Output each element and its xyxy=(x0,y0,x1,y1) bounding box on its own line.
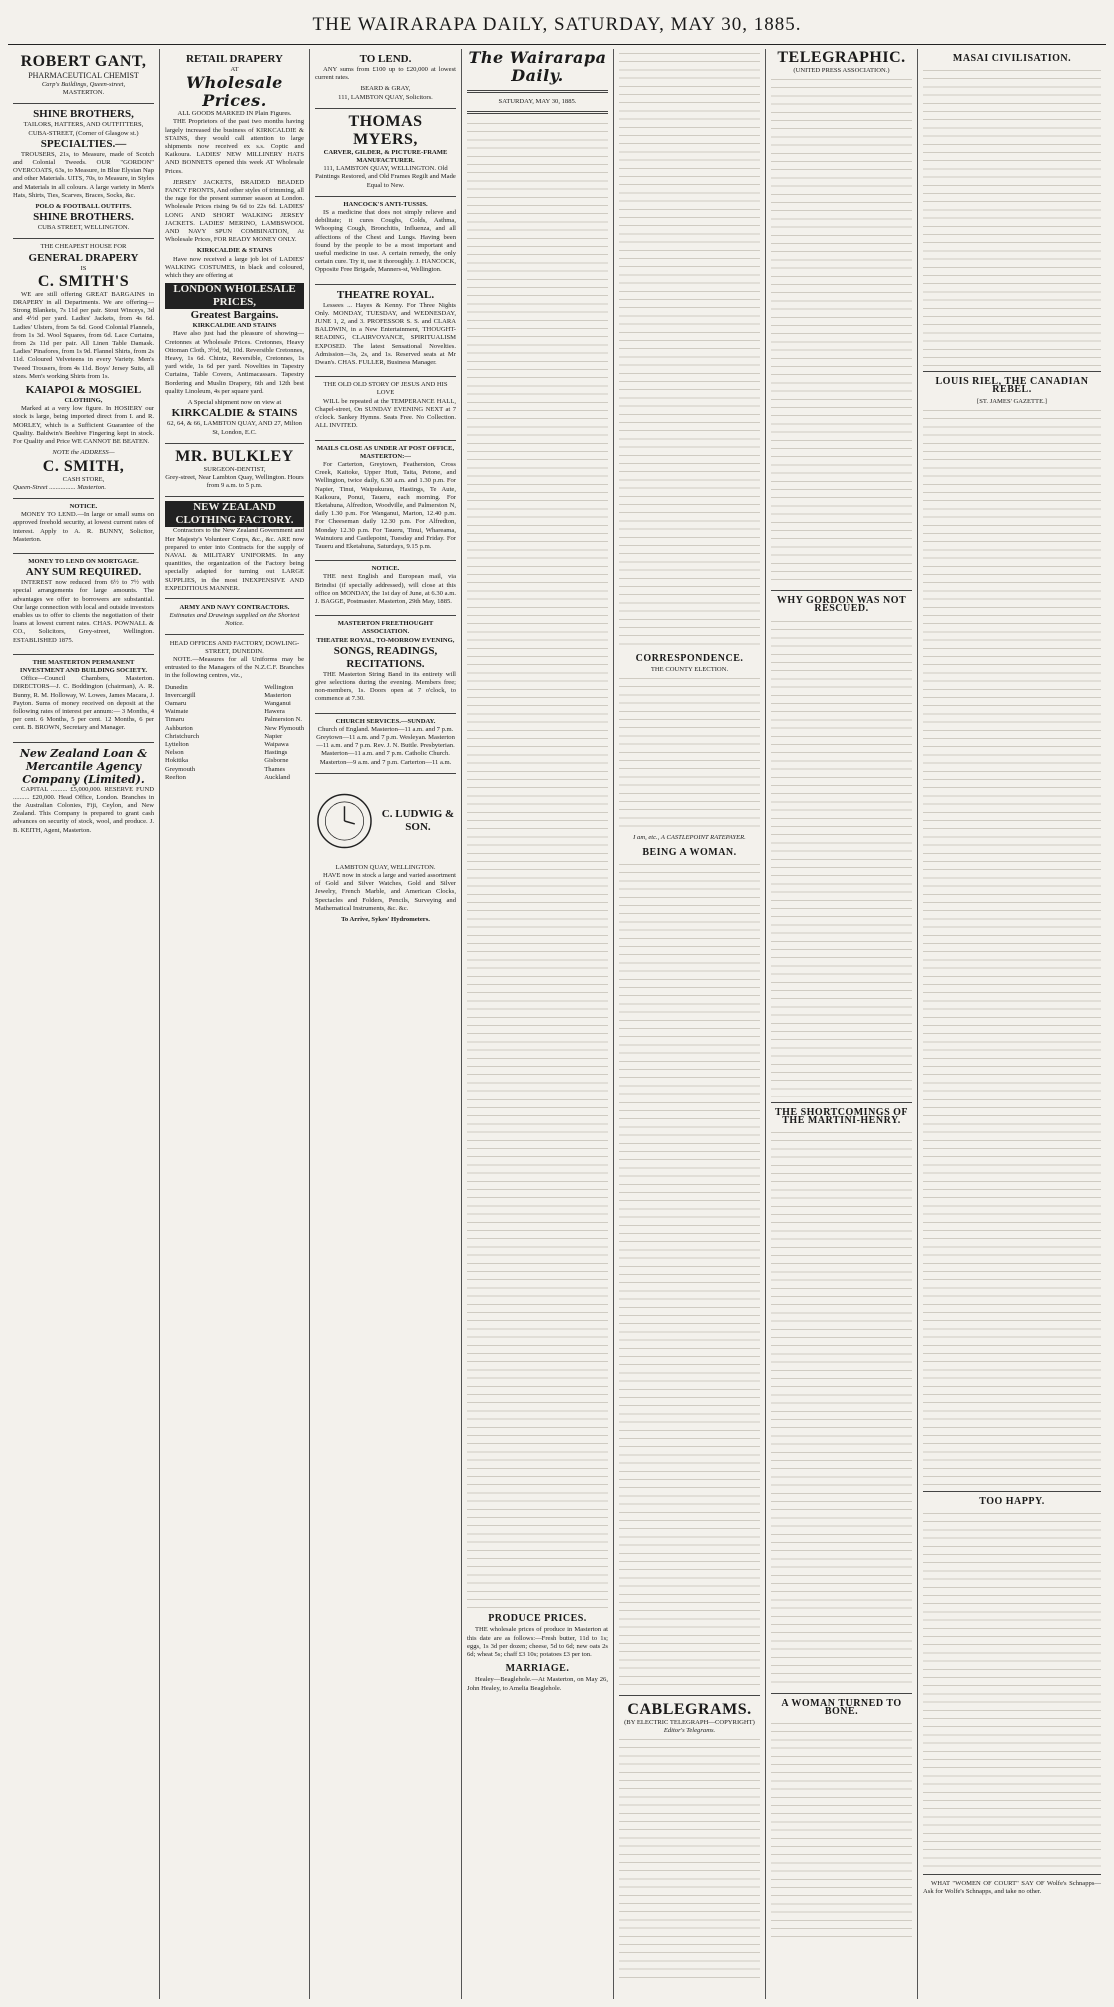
ludwig-header xyxy=(315,778,456,864)
ad-text: WE are still offering GREAT BARGAINS in DRAPERY in all Departments. We are offering— Strong Blankets, 7s 11d per pair. Stout Winceys, 3d and 4½d per yard. Ladies' Jackets, from 4s 6d. Ladies' Ulsters, from 5s 6d. Good Colonial Flannels, from 1s 3d. Wool Squares, from 6d. Lace Curtains, from 2s 11d per pair. All Linen Table Damask. Ladies' Pinafores, from 1s 9d. Flannel Shirts, from 2s 11d. Coloured Velveteens in every Variety. Men's Tweed Trousers, from 4s 11d. Boys' Jersey Suits, all sizes. Men's working Shirts from 1s. xyxy=(13,290,154,380)
ad-body xyxy=(315,66,456,82)
news-text-block xyxy=(467,119,608,1609)
branch-town: Nelson xyxy=(165,749,184,757)
section-heading: BEING A WOMAN. xyxy=(642,846,737,858)
ad-to-lend xyxy=(315,49,456,109)
branch-town: Gisborne xyxy=(264,757,289,765)
section-heading: THE SHORTCOMINGS OF THE MARTINI-HENRY. xyxy=(774,1106,909,1126)
ad-text: THE next English and European mail, via Brindisi (if specially addressed), will close at this office on MONDAY, the 1st day of June, at 6.30 a.m. J. BAGGE, Postmaster. Masterton, 29th May, 1885. xyxy=(315,573,456,605)
branch-town: Palmerston N. xyxy=(264,716,302,724)
ad-text: 111, LAMBTON QUAY, WELLINGTON. Old Paintings Restored, and Old Frames Regilt and Made Equal to New. xyxy=(315,165,456,189)
column-3 xyxy=(310,49,462,1999)
ad-old-story xyxy=(315,377,456,440)
ad-text: Grey-street, Near Lambton Quay, Wellington. Hours from 9 a.m. to 5 p.m. xyxy=(165,473,304,490)
ad-line: AT xyxy=(230,66,239,73)
paper-title: The Wairarapa Daily. xyxy=(468,49,607,85)
ad-subheading: PHARMACEUTICAL CHEMIST xyxy=(28,71,139,80)
ad-heading: C. LUDWIG & SON. xyxy=(381,807,455,833)
ad-heading: ARMY AND NAVY CONTRACTORS. xyxy=(179,603,290,611)
branch-town: Timaru xyxy=(165,716,185,724)
ad-body xyxy=(13,291,154,381)
section-subheading: (UNITED PRESS ASSOCIATION.) xyxy=(793,67,890,74)
ad-body xyxy=(165,330,304,396)
ad-line: POLO & FOOTBALL OUTFITS. xyxy=(35,203,132,211)
branch-town: Reefton xyxy=(165,773,186,781)
telegraph-text-block xyxy=(771,75,912,585)
ad-heading: MONEY TO LEND ON MORTGAGE. xyxy=(28,557,139,565)
branch-town: Ashburton xyxy=(165,724,193,732)
ad-text: For Carterton, Greytown, Featherston, Cross Creek, Kaitoke, Upper Hutt, Taita, Petone, and Wellington, twice daily, 6.30 a.m. and 1.30 p.m. For Napier, Tinui, Waipukurau, Hastings, Te Aute, Kaikoura, Ponui, Taueru, each morning. For Eketahuna, Alfredton, Woodville, and Palmerston N, daily 1.30 p.m. For Wanganui, Marton, 12.40 p.m. For Cheeseman daily 12.30 p.m. For Alfredton, Monday 12.30 p.m. For Taueru, Tinui, Whareama, Wainuioru and Castlepoint, Tuesday and Friday. For Taueru and Eketahuna, Saturdays, 9.15 p.m. xyxy=(315,460,456,550)
ad-body xyxy=(13,675,154,732)
ad-subheading: BEARD & GRAY, xyxy=(360,85,411,93)
ad-text: WILL be repeated at the TEMPERANCE HALL, Chapel-street, On SUNDAY EVENING NEXT at 7 o'clock. Sankey Hymns. Seats Free. No Collection. ALL INVITED. xyxy=(315,397,456,430)
branch-town: Auckland xyxy=(264,773,290,781)
branch-town: Waimate xyxy=(165,708,189,716)
ad-text: ANY sums from £100 up to £20,000 at lowest current rates. xyxy=(315,66,456,82)
article-text-block xyxy=(771,1128,912,1688)
ad-text: MONEY TO LEND.—In large or small sums on approved freehold security, at lowest current rates of interest. Apply to A. R. BUNNY, Solicitor, Masterton. xyxy=(13,511,154,543)
column-2 xyxy=(160,49,310,1999)
ad-ludwig xyxy=(315,774,456,930)
article-text-block xyxy=(619,860,760,1690)
ad-robert-gant xyxy=(13,49,154,104)
ad-address: CUBA STREET, WELLINGTON. xyxy=(37,224,130,232)
branch-town: Waipawa xyxy=(264,740,289,748)
ad-body xyxy=(13,786,154,835)
ad-heading: CHURCH SERVICES.—SUNDAY. xyxy=(335,717,436,725)
ad-heading: NOTICE. xyxy=(371,565,400,573)
towns-left xyxy=(165,684,199,782)
ad-address: LAMBTON QUAY, WELLINGTON. xyxy=(335,863,436,871)
branch-town: Greymouth xyxy=(165,765,196,773)
marriage-body xyxy=(467,1676,608,1692)
ad-subheading: CLOTHING, xyxy=(64,397,103,405)
ad-line: Estimates and Drawings supplied on the Shortest Notice. xyxy=(169,612,300,628)
branch-town: Masterton xyxy=(264,691,291,699)
ad-pownall xyxy=(13,554,154,655)
article-text-block xyxy=(923,66,1101,366)
ad-heading: HANCOCK'S ANTI-TUSSIS. xyxy=(343,200,428,208)
ad-subheading: CASH STORE, xyxy=(62,475,105,483)
editorial-news xyxy=(467,119,608,1609)
ad-body xyxy=(165,527,304,593)
letter-text-block xyxy=(619,674,760,834)
ad-heading: NEW ZEALAND CLOTHING FACTORY. xyxy=(165,501,304,527)
ad-heading: THE OLD OLD STORY OF JESUS AND HIS LOVE xyxy=(323,381,448,397)
ad-heading: ANY SUM REQUIRED. xyxy=(25,566,142,579)
ad-address: Queen-Street ................ Masterton. xyxy=(13,483,106,491)
article-text-block xyxy=(771,1719,912,1939)
ad-nz-loan xyxy=(13,743,154,844)
masthead xyxy=(8,6,1106,45)
ad-line: A Special shipment now on view at xyxy=(187,399,282,407)
ad-text: NOTE.—Measures for all Uniforms may be entrusted to the Managers of the N.Z.C.F. Branches in the following centres, viz., xyxy=(165,655,304,680)
news-text-block xyxy=(619,49,760,649)
ad-heading: SHINE BROTHERS, xyxy=(33,108,134,121)
ad-heading: RETAIL DRAPERY xyxy=(186,53,283,65)
branch-town: Wanganui xyxy=(264,699,291,707)
ad-text: Have also just had the pleasure of showing—Cretonnes at Wholesale Prices. Cretonnes, Heavy Ottoman Cloth, 3½d, 9d, 10d. Reversible Cretonnes, Heavy, 1s 6d. Chintz, Reversible, Cretonnes, 1s yard wide, 1s 6d per yard. Novelties in Tapestry Curtains, Table Covers, Antimacassars. Tapestry Bordering and Muslin Drapery, 6th and 12th best quality Linoleum, 4s per square yard. xyxy=(165,330,304,395)
ad-heading: KAIAPOI & MOSGIEL xyxy=(25,384,142,397)
ad-heading: Greatest Bargains. xyxy=(190,309,279,322)
section-heading: CORRESPONDENCE. xyxy=(635,653,744,664)
letter-signature: I am, etc., A CASTLEPOINT RATEPAYER. xyxy=(633,834,746,842)
cable-text-block xyxy=(619,1735,760,1985)
section-subheading: [ST. JAMES' GAZETTE.] xyxy=(977,397,1047,405)
section-heading: LOUIS RIEL, THE CANADIAN REBEL. xyxy=(935,376,1089,396)
ad-heading: KIRKCALDIE & STAINS xyxy=(196,247,273,255)
ad-body xyxy=(315,209,456,275)
ad-text: Have now received a large job lot of LADIES' WALKING COSTUMES, in black and coloured, which they are offering at xyxy=(165,255,304,280)
section-heading: A WOMAN TURNED TO BONE. xyxy=(781,1698,902,1718)
produce-body xyxy=(467,1626,608,1659)
ad-bulkley xyxy=(165,444,304,498)
ad-text: THE Proprietors of the past two months having largely increased the business of KIRKCALDIE & STAINS, they would call attention to large shipments now received ex s.s. Coptic and Kaikoura. LADIES' NEW MILLINERY HATS AND BONNETS opened this week AT Wholesale Prices. xyxy=(165,118,304,175)
ad-heading: THE MASTERTON PERMANENT INVESTMENT AND BUILDING SOCIETY. xyxy=(19,658,148,674)
ad-body xyxy=(315,461,456,551)
section-heading: MASAI CIVILISATION. xyxy=(952,53,1072,64)
ad-body xyxy=(315,398,456,431)
ad-nz-clothing xyxy=(165,497,304,788)
ad-body xyxy=(13,151,154,200)
branch-town: Napier xyxy=(264,732,283,740)
branch-town: Hawera xyxy=(264,708,285,716)
ad-text: Contractors to the New Zealand Government and Her Majesty's Volunteer Corps, &c., &c. ARE now prepared to enter into Contracts for the supply of NAVAL & MILITARY UNIFORMS. In any quantities, the organization of the Factory being specially adapted for turning out LARGE SUPPLIES, in the most INEXPENSIVE AND EXPEDITIOUS MANNER. xyxy=(165,527,304,592)
ad-theatre-royal xyxy=(315,285,456,378)
ad-body xyxy=(165,118,304,244)
ad-address: CUBA-STREET, (Corner of Glasgow st.) xyxy=(28,129,139,137)
branch-town: Dunedin xyxy=(165,683,188,691)
ad-heading: MAILS CLOSE AS UNDER AT POST OFFICE, MASTERTON:— xyxy=(316,444,455,460)
section-heading: MARRIAGE. xyxy=(505,1663,570,1675)
ad-heading: C. SMITH'S xyxy=(37,272,130,290)
ad-c-smith xyxy=(13,239,154,498)
ad-subheading: THE CHEAPEST HOUSE FOR xyxy=(40,243,127,251)
ad-heading: SPECIALTIES.— xyxy=(40,137,127,150)
branch-town: Hokitika xyxy=(165,757,189,765)
masthead-title: THE WAIRARAPA DAILY, SATURDAY, MAY 30, 1885. xyxy=(312,14,802,35)
ad-text: Lessees ... Hayes & Kenny. For Three Nights Only. MONDAY, TUESDAY, and WEDNESDAY, JUNE 1, 2, and 3. PROFESSOR S. S. and CLARA BALDWIN, in a New Entertainment, THOUGHT-READING, CLAIRVOYANCE, SPIRITUALISM EXPOSED. The latest Sensational Novelties. Admission—3s, 2s, and 1s. Reserved seats at Mr Dwan's. CHAS. FULLER, Business Manager. xyxy=(315,301,456,367)
ad-body xyxy=(315,302,456,368)
ad-mail-notice xyxy=(315,561,456,616)
ad-freethought xyxy=(315,616,456,713)
ad-heading: THEATRE ROYAL. xyxy=(336,288,435,301)
ad-thomas-myers xyxy=(315,109,456,197)
footer-ad xyxy=(923,1880,1101,1896)
branch-town: Wellington xyxy=(264,683,294,691)
ad-money-bunny xyxy=(13,499,154,554)
ad-body xyxy=(315,671,456,704)
branch-town: Oamaru xyxy=(165,699,187,707)
ad-heading: Wholesale Prices. xyxy=(186,73,283,111)
ad-church-services xyxy=(315,714,456,774)
branch-town: Invercargill xyxy=(165,691,196,699)
watch-emblem-icon xyxy=(315,782,374,860)
ad-body xyxy=(13,579,154,645)
ad-subheading: CARVER, GILDER, & PICTURE-FRAME MANUFACTURER. xyxy=(323,148,448,165)
ad-hancock xyxy=(315,197,456,285)
section-heading: CABLEGRAMS. xyxy=(627,1700,752,1718)
ad-shine-brothers xyxy=(13,104,154,239)
ad-body xyxy=(315,872,456,913)
article-text-block xyxy=(771,617,912,1097)
section-subheading: Editor's Telegrams. xyxy=(663,1727,716,1735)
ad-heading: NOTICE. xyxy=(69,502,98,510)
columns xyxy=(8,49,1106,1999)
ad-heading: KIRKCALDIE & STAINS xyxy=(171,407,298,420)
ad-heading: C. SMITH, xyxy=(42,457,125,475)
ad-text: THE Masterton String Band in its entirety will give selections during the evening. Members free; non-members, 1s. Doors open at 7 o'clock, to commence at 7.30. xyxy=(315,670,456,703)
ad-heading: New Zealand Loan & Mercantile Agency Company (Limited). xyxy=(19,746,148,786)
column-4 xyxy=(462,49,614,1999)
ad-text: Marked at a very low figure. In HOSIERY our stock is large, being imported direct from I. and R. MORLEY, which is a Sufficient Guarantee of the Quality. Baldwin's Beehive Fingering kept in stock. For Quality and Price WE CANNOT BE BEATEN. xyxy=(13,405,154,446)
ad-address: Carp's Buildings, Queen-street, xyxy=(41,81,126,88)
ad-text: CAPITAL .......... £5,000,000. RESERVE FUND .......... £20,000. Head Office, London. Branches in the Australian Colonies, Fiji, Ceylon, and New Zealand. This Company is prepared to grant cash advances on security of stock, wool, and produce. J. B. KEITH, Agent, Masterton. xyxy=(13,785,154,834)
article-text-block xyxy=(923,1509,1101,1869)
article-text: Healey—Beaglehole.—At Masterton, on May 26, John Healey, to Amelia Beaglehole. xyxy=(467,1676,608,1692)
ad-body xyxy=(165,656,304,681)
ad-subheading: SURGEON-DENTIST, xyxy=(203,465,266,473)
ad-kirkcaldie-stains xyxy=(165,49,304,444)
branch-town: Lyttelton xyxy=(165,740,189,748)
ad-text: INTEREST now reduced from 6½ to 7½ with special arrangements for large amounts. The advantages we offer to borrowers are substantial. Our large connection with local and outside investors enables us to offer to clients the negotiation of their loans at lowest current rates. CHAS. POWNALL & CO., Solicitors, Grey-street, Wellington. ESTABLISHED 1875. xyxy=(13,579,154,644)
ad-heading: MR. BULKLEY xyxy=(175,447,294,465)
ad-line: NOTE the ADDRESS— xyxy=(52,449,115,457)
ad-heading: ROBERT GANT, xyxy=(20,53,147,70)
ad-text: WHAT "WOMEN OF COURT" SAY OF Wolfe's Schnapps—Ask for Wolfe's Schnapps, and take no other. xyxy=(923,1880,1101,1896)
ad-heading: THOMAS MYERS, xyxy=(348,112,423,148)
ad-heading: MASTERTON FREETHOUGHT ASSOCIATION. xyxy=(337,620,434,636)
ad-text: JERSEY JACKETS, BRAIDED BEADED FANCY FRONTS, And other styles of trimming, all the rage for the present summer season at London. Wholesale Prices rising 9s 6d to 22s 6d. LADIES' LONG AND SHORT WALKING JERSEY JACKETS. LADIES' MERINO, LAMBSWOOL AND NAVY SPUN COMBINATION, At Wholesale Prices, FOR READY MONEY ONLY. xyxy=(165,178,304,244)
section-subheading: (BY ELECTRIC TELEGRAPH—COPYRIGHT) xyxy=(624,1718,755,1726)
ad-line: To Arrive, Sykes' Hydrometers. xyxy=(341,916,430,924)
ad-subheading: THEATRE ROYAL, TO-MORROW EVENING, xyxy=(316,636,455,644)
ad-text: IS a medicine that does not simply relieve and debilitate; it cures Coughs, Colds, Asthma, Whooping Cough, Bronchitis, Influenza, and all affections of the Chest and Lungs. Having been found by the people to be a most important and useful medicine in use. A certain remedy, the only certain cure. Try it, use it thoroughly. J. HANCOCK, Opposite Free Brigade, Manners-st, Wellington. xyxy=(315,209,456,274)
branch-town: New Plymouth xyxy=(264,724,304,732)
ad-body xyxy=(165,256,304,281)
ad-body xyxy=(315,573,456,606)
branch-towns xyxy=(165,684,304,782)
ad-town: MASTERTON. xyxy=(62,89,105,97)
ad-subheading: ALL GOODS MARKED IN Plain Figures. xyxy=(177,110,292,118)
ad-body xyxy=(13,405,154,446)
ad-heading: GENERAL DRAPERY xyxy=(28,251,139,264)
ad-address: 62, 64, & 66, LAMBTON QUAY, AND 27, Milton St, London, E.C. xyxy=(167,420,302,436)
towns-right xyxy=(264,684,304,782)
section-heading: PRODUCE PRICES. xyxy=(488,1613,587,1625)
ad-heading: SHINE BROTHERS. xyxy=(33,211,134,224)
ad-mails xyxy=(315,441,456,562)
section-heading: TELEGRAPHIC. xyxy=(777,49,906,66)
section-heading: WHY GORDON WAS NOT RESCUED. xyxy=(776,595,907,615)
branch-town: Hastings xyxy=(264,749,288,757)
column-6 xyxy=(766,49,918,1999)
ad-text: Office—Council Chambers, Masterton. DIRECTORS—J. C. Boddington (chairman), A. R. Bunny, R. M. Holloway, W. Lowes, James Macara, J. Payton. Sums of money received on deposit at the following rates of interest per annum:— 3 Months, 4 per cent. 6 Months, 5 per cent. 12 Months, 6 per cent. B. BROWN, Secretary and Manager. xyxy=(13,675,154,732)
ad-body xyxy=(13,511,154,544)
ad-address: HEAD OFFICES AND FACTORY, DOWLING-STREET, DUNEDIN. xyxy=(169,639,300,655)
ad-text: HAVE now in stock a large and varied assortment of Gold and Silver Watches, Gold and Silver Jewelry, French Marble, and American Clocks, Spectacles and Folders, Pencils, Surveying and Mathematical Instruments, &c. &c. xyxy=(315,872,456,912)
ad-text: Church of England. Masterton—11 a.m. and 7 p.m. Greytown—11 a.m. and 7 p.m. Wesleyan. Masterton—11 a.m. and 7 p.m. Rev. J. N. Buttle. Presbyterian. Masterton—11 a.m. and 7 p.m. Catholic Church. Masterton—9 a.m. and 7 p.m. Carterton—11 a.m. xyxy=(316,725,455,766)
section-subheading: THE COUNTY ELECTION. xyxy=(650,666,729,674)
ad-address: 111, LAMBTON QUAY, Solicitors. xyxy=(338,93,433,101)
ad-heading: SONGS, READINGS, RECITATIONS. xyxy=(333,644,438,670)
section-heading: TOO HAPPY. xyxy=(979,1495,1045,1507)
ad-line: IS xyxy=(80,264,87,272)
paper-date: SATURDAY, MAY 30, 1885. xyxy=(498,98,577,105)
ad-heading: TO LEND. xyxy=(359,53,412,65)
ad-heading: LONDON WHOLESALE PRICES, xyxy=(165,283,304,309)
ad-subheading: TAILORS, HATTERS, AND OUTFITTERS, xyxy=(23,121,144,129)
column-5 xyxy=(614,49,766,1999)
ad-heading: KIRKCALDIE AND STAINS xyxy=(192,322,277,330)
ad-building-society xyxy=(13,655,154,743)
article-text: THE wholesale prices of produce in Masterton at this date are as follows:—Fresh butter, 11d to 1s; eggs, 1s 3d per dozen; cheese, 5d to 6d; new oats 2s 6d; wheat 5s; chaff £3 10s; potatoes £3 per ton. xyxy=(467,1626,608,1659)
column-7 xyxy=(918,49,1106,1999)
ad-text: TROUSERS, 21s, to Measure, made of Scotch and Colonial Tweeds. OUR "GORDON" OVERCOATS, 63s, to Measure, in Blue Elysian Nap and other Materials. UITS, 70s, to Measure, in Styles and Materials in all colours. A large variety in Men's Hats, Shirts, Ties, Scarves, Braces, Socks, &c. xyxy=(13,150,154,199)
column-1 xyxy=(8,49,160,1999)
branch-town: Christchurch xyxy=(165,732,200,740)
branch-town: Thames xyxy=(264,765,286,773)
article-text-block xyxy=(923,406,1101,1486)
